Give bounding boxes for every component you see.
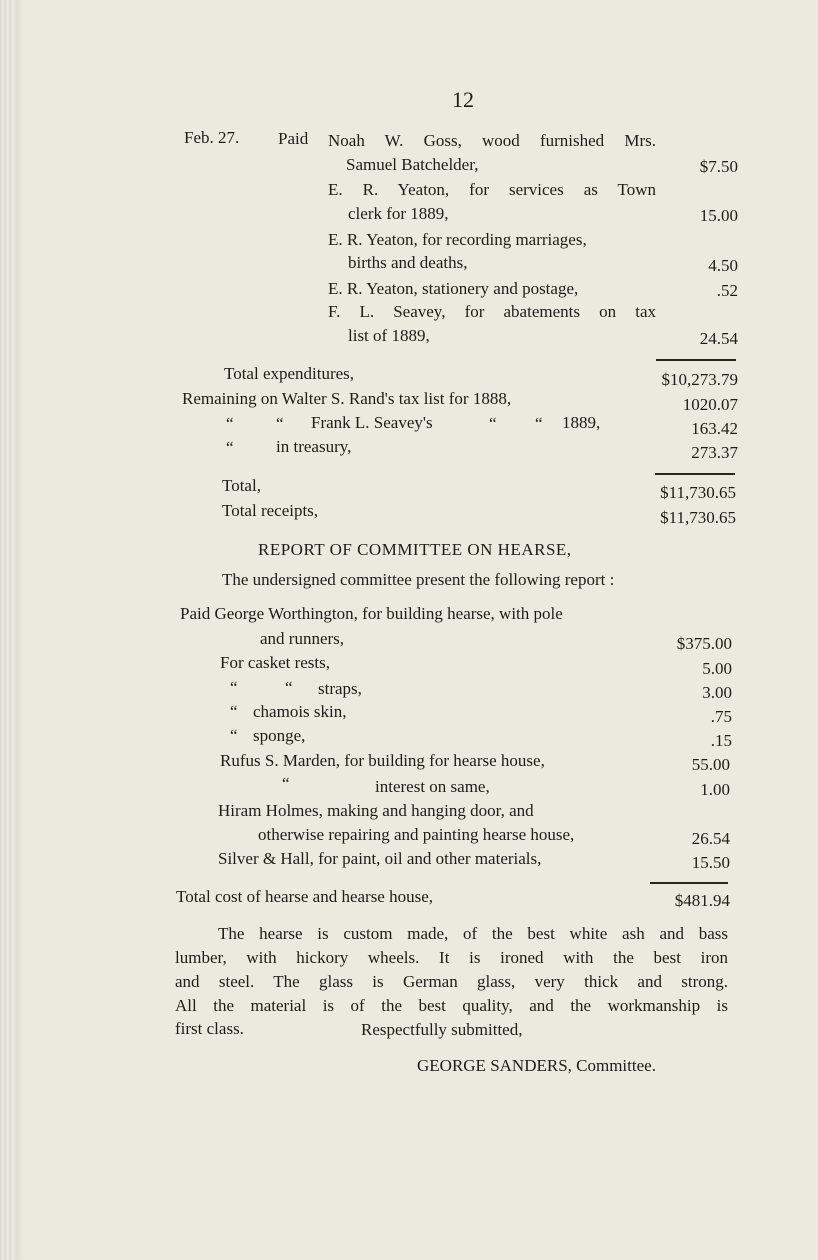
interest-label: interest on same, (375, 777, 490, 796)
in-treasury-amount: 273.37 (691, 443, 738, 462)
ditto-mark: “ (285, 678, 293, 697)
ditto-mark: “ (226, 414, 234, 433)
sponge-label: sponge, (253, 726, 306, 745)
entry-yeaton-stationery-amount: .52 (716, 281, 738, 300)
holmes-line2: otherwise repairing and painting hearse house, (258, 825, 575, 844)
ditto-mark: “ (230, 702, 238, 721)
total-receipts-amount: $11,730.65 (660, 508, 736, 527)
entry-yeaton-records-line1: E. R. Yeaton, for recording marriages, (328, 230, 587, 249)
remaining-rand-amount: 1020.07 (682, 395, 738, 414)
ditto-mark: “ (535, 414, 543, 433)
sum-rule (656, 359, 736, 361)
entry-seavey-amount: 24.54 (699, 329, 738, 348)
entry-seavey-line1: F. L. Seavey, for abatements on tax (328, 302, 656, 321)
entry-date: Feb. 27. (184, 128, 240, 147)
chamois-label: chamois skin, (253, 702, 347, 721)
ditto-mark: “ (230, 726, 238, 745)
ditto-mark: “ (489, 414, 497, 433)
silver-hall-amount: 15.50 (691, 853, 730, 872)
in-treasury-label: in treasury, (276, 437, 352, 456)
total-expenditures-amount: $10,273.79 (661, 370, 738, 389)
paragraph-line: first class. (175, 1019, 244, 1038)
marden-label: Rufus S. Marden, for building for hearse house, (220, 751, 545, 770)
holmes-amount: 26.54 (691, 829, 730, 848)
entry-yeaton-clerk-line2: clerk for 1889, (348, 204, 449, 223)
total-receipts-label: Total receipts, (222, 501, 319, 520)
casket-rests-amount: 5.00 (702, 659, 732, 678)
total-expenditures-label: Total expenditures, (224, 364, 355, 383)
worthington-line2: and runners, (260, 629, 345, 648)
total-cost-amount: $481.94 (674, 891, 730, 910)
ditto-mark: “ (226, 438, 234, 457)
ditto-mark: “ (230, 678, 238, 697)
total-label: Total, (222, 476, 261, 495)
remaining-seavey-amount: 163.42 (691, 419, 738, 438)
entry-yeaton-records-line2: births and deaths, (348, 253, 468, 272)
marden-amount: 55.00 (691, 755, 730, 774)
total-cost-label: Total cost of hearse and hearse house, (176, 887, 434, 906)
entry-seavey-line2: list of 1889, (348, 326, 430, 345)
holmes-line1: Hiram Holmes, making and hanging door, and (218, 801, 534, 820)
chamois-amount: .75 (710, 707, 732, 726)
remaining-seavey-label: Frank L. Seavey's (311, 413, 433, 432)
entry-yeaton-stationery: E. R. Yeaton, stationery and postage, (328, 279, 579, 298)
page-number: 12 (452, 87, 474, 112)
worthington-amount: $375.00 (676, 634, 732, 653)
report-intro: The undersigned committee present the following report : (222, 570, 615, 589)
entry-goss-line1: Noah W. Goss, wood furnished Mrs. (328, 131, 656, 150)
page-edge (0, 0, 24, 1260)
entry-yeaton-clerk-amount: 15.00 (699, 206, 738, 225)
signature: GEORGE SANDERS, Committee. (417, 1056, 656, 1075)
remaining-seavey-year: 1889, (562, 413, 601, 432)
closing-text: Respectfully submitted, (361, 1020, 523, 1039)
entry-goss-line2: Samuel Batchelder, (346, 155, 479, 174)
paragraph-line: and steel. The glass is German glass, very thick and strong. (175, 972, 728, 991)
paragraph-line: All the material is of the best quality, and the workmanship is (175, 996, 728, 1015)
sum-rule (655, 473, 735, 475)
total-amount: $11,730.65 (660, 483, 736, 502)
entry-yeaton-records-amount: 4.50 (708, 256, 738, 275)
straps-amount: 3.00 (702, 683, 732, 702)
paragraph-line: The hearse is custom made, of the best white ash and bass (218, 924, 728, 943)
paid-label: Paid (278, 129, 309, 148)
casket-rests-label: For casket rests, (220, 653, 331, 672)
report-heading: REPORT OF COMMITTEE ON HEARSE, (258, 540, 572, 559)
ditto-mark: “ (276, 414, 284, 433)
sponge-amount: .15 (710, 731, 732, 750)
silver-hall-label: Silver & Hall, for paint, oil and other materials, (218, 849, 542, 868)
interest-amount: 1.00 (700, 780, 730, 799)
entry-goss-amount: $7.50 (699, 157, 738, 176)
straps-label: straps, (318, 679, 362, 698)
entry-yeaton-clerk-line1: E. R. Yeaton, for services as Town (328, 180, 656, 199)
ditto-mark: “ (282, 774, 290, 793)
sum-rule (650, 882, 728, 884)
remaining-rand-label: Remaining on Walter S. Rand's tax list for 1888, (182, 389, 512, 408)
paragraph-line: lumber, with hickory wheels. It is ironed with the best iron (175, 948, 728, 967)
worthington-line1: Paid George Worthington, for building hearse, with pole (180, 604, 563, 623)
